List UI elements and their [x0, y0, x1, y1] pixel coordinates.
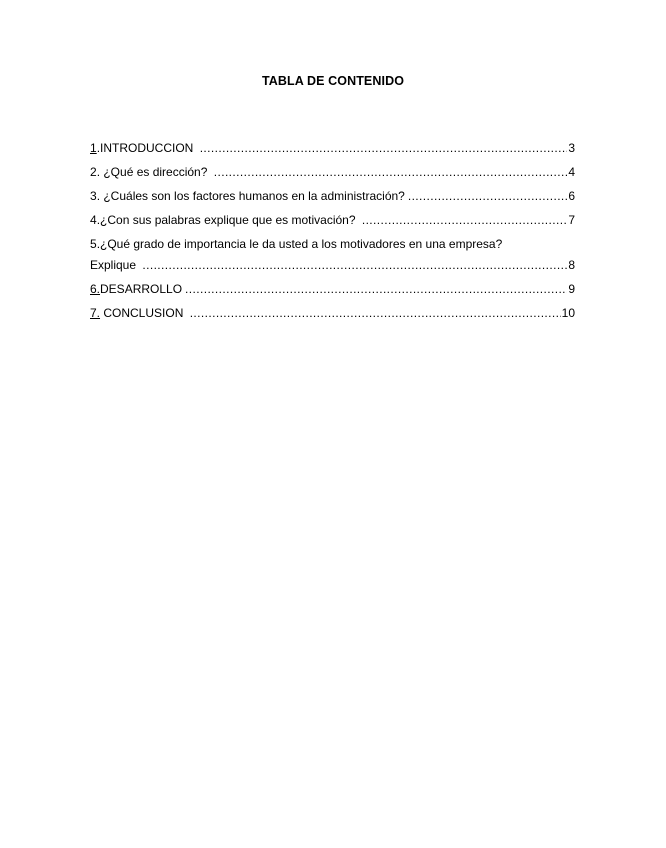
toc-entry-page: 7	[568, 213, 575, 227]
toc-entry-motivacion[interactable]	[90, 213, 575, 228]
dot-leader	[200, 141, 568, 156]
dot-leader	[190, 306, 561, 321]
toc-entry-page: 9	[568, 282, 575, 296]
toc-entry-motivadores[interactable]	[90, 237, 575, 273]
dot-leader	[408, 189, 567, 204]
dot-leader	[185, 282, 567, 297]
toc-entry-page: 8	[568, 258, 575, 272]
toc-entry-label: .INTRODUCCION	[96, 141, 197, 155]
dot-leader	[142, 258, 567, 273]
toc-entry-conclusion[interactable]	[90, 306, 575, 321]
toc-entry-label: DESARROLLO	[100, 282, 183, 296]
toc-entry-factores-humanos[interactable]	[90, 189, 575, 204]
dot-leader	[362, 213, 567, 228]
toc-entry-number: 3	[90, 189, 97, 203]
toc-entry-label: . ¿Cuáles son los factores humanos en la administración?	[96, 189, 405, 203]
toc-entry-first-line	[90, 237, 575, 252]
toc-entry-label-continued: Explique	[90, 258, 140, 272]
toc-entry-page: 10	[561, 306, 575, 320]
page-title: TABLA DE CONTENIDO	[261, 74, 405, 88]
toc-entry-number: 5	[90, 237, 97, 251]
toc-entry-label: CONCLUSION	[100, 306, 187, 320]
toc-entry-number: 7.	[90, 306, 101, 320]
dot-leader	[214, 165, 568, 180]
toc-entry-label: . ¿Qué es dirección?	[96, 165, 211, 179]
toc-entry-second-line	[90, 258, 575, 273]
toc-entry-introduccion[interactable]	[90, 141, 575, 156]
toc-entry-number: 2	[90, 165, 97, 179]
toc-entry-page: 4	[568, 165, 575, 179]
toc-entry-number: 4	[90, 213, 97, 227]
toc-entry-label: .¿Con sus palabras explique que es motivación?	[96, 213, 359, 227]
toc-entry-label: .¿Qué grado de importancia le da usted a los motivadores en una empresa?	[96, 237, 503, 251]
toc-entry-page: 3	[568, 141, 575, 155]
toc-entry-number: 1	[90, 141, 97, 155]
toc-entry-desarrollo[interactable]	[90, 282, 575, 297]
toc-entry-number: 6.	[90, 282, 101, 296]
toc-entry-direccion[interactable]	[90, 165, 575, 180]
table-of-contents	[90, 141, 575, 330]
toc-entry-page: 6	[568, 189, 575, 203]
